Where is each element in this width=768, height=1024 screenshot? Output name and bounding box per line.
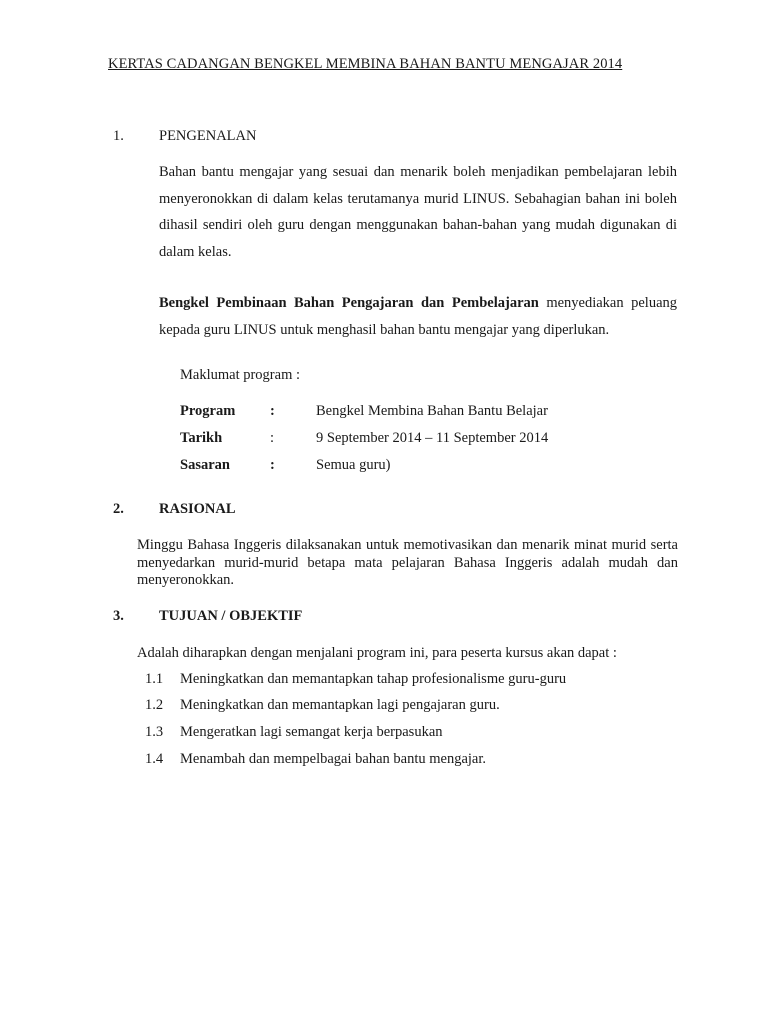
program-colon: : <box>270 403 275 419</box>
objektif-intro: Adalah diharapkan dengan menjalani program ini, para peserta kursus akan dapat : <box>137 645 617 661</box>
section-number-3: 3. <box>113 608 124 624</box>
section-heading-pengenalan: PENGENALAN <box>159 128 257 144</box>
section-number-1: 1. <box>113 128 124 144</box>
tarikh-colon: : <box>270 430 275 446</box>
program-info-label: Maklumat program : <box>180 367 301 383</box>
objective-text: Menambah dan mempelbagai bahan bantu mengajar. <box>180 751 487 767</box>
intro-paragraph-1: Bahan bantu mengajar yang sesuai dan menarik boleh menjadikan pembelajaran lebih menyeronokkan di dalam kelas terutamanya murid LINUS. Sebahagian bahan ini boleh dihasil sendiri oleh guru dengan menggunakan bahan-bahan yang mudah digunakan di dalam kelas. <box>159 164 677 260</box>
section-heading-objektif: TUJUAN / OBJEKTIF <box>159 608 303 624</box>
program-row <box>180 403 235 420</box>
objective-text: Mengeratkan lagi semangat kerja berpasukan <box>180 724 443 740</box>
program-key: Program <box>180 403 236 419</box>
objective-text: Meningkatkan dan memantapkan lagi pengajaran guru. <box>180 697 500 713</box>
sasaran-key: Sasaran <box>180 457 230 473</box>
rasional-paragraph: Minggu Bahasa Inggeris dilaksanakan untuk memotivasikan dan menarik minat murid serta menyedarkan murid-murid betapa mata pelajaran Bahasa Inggeris adalah mudah dan menyeronokkan. <box>137 537 678 588</box>
intro-paragraph-2 <box>159 290 677 343</box>
sasaran-value: Semua guru) <box>316 457 391 473</box>
objective-number: 1.2 <box>145 697 164 713</box>
program-value: Bengkel Membina Bahan Bantu Belajar <box>316 403 548 419</box>
workshop-name-bold: Bengkel Pembinaan Bahan Pengajaran dan Pembelajaran <box>159 295 539 311</box>
objective-number: 1.1 <box>145 671 164 687</box>
objective-number: 1.4 <box>145 751 164 767</box>
sasaran-colon: : <box>270 457 275 473</box>
tarikh-row <box>180 430 222 447</box>
intro-paragraph-2-rest: menyediakan peluang kepada guru LINUS untuk menghasil bahan bantu mengajar yang diperlukan. <box>159 295 678 338</box>
sasaran-row <box>180 457 230 474</box>
objective-text: Meningkatkan dan memantapkan tahap profesionalisme guru-guru <box>180 671 567 687</box>
document-title: KERTAS CADANGAN BENGKEL MEMBINA BAHAN BANTU MENGAJAR 2014 <box>108 56 623 72</box>
tarikh-value: 9 September 2014 – 11 September 2014 <box>316 430 549 446</box>
section-heading-rasional: RASIONAL <box>159 501 236 517</box>
tarikh-key: Tarikh <box>180 430 223 446</box>
section-number-2: 2. <box>113 501 124 517</box>
objective-number: 1.3 <box>145 724 164 740</box>
